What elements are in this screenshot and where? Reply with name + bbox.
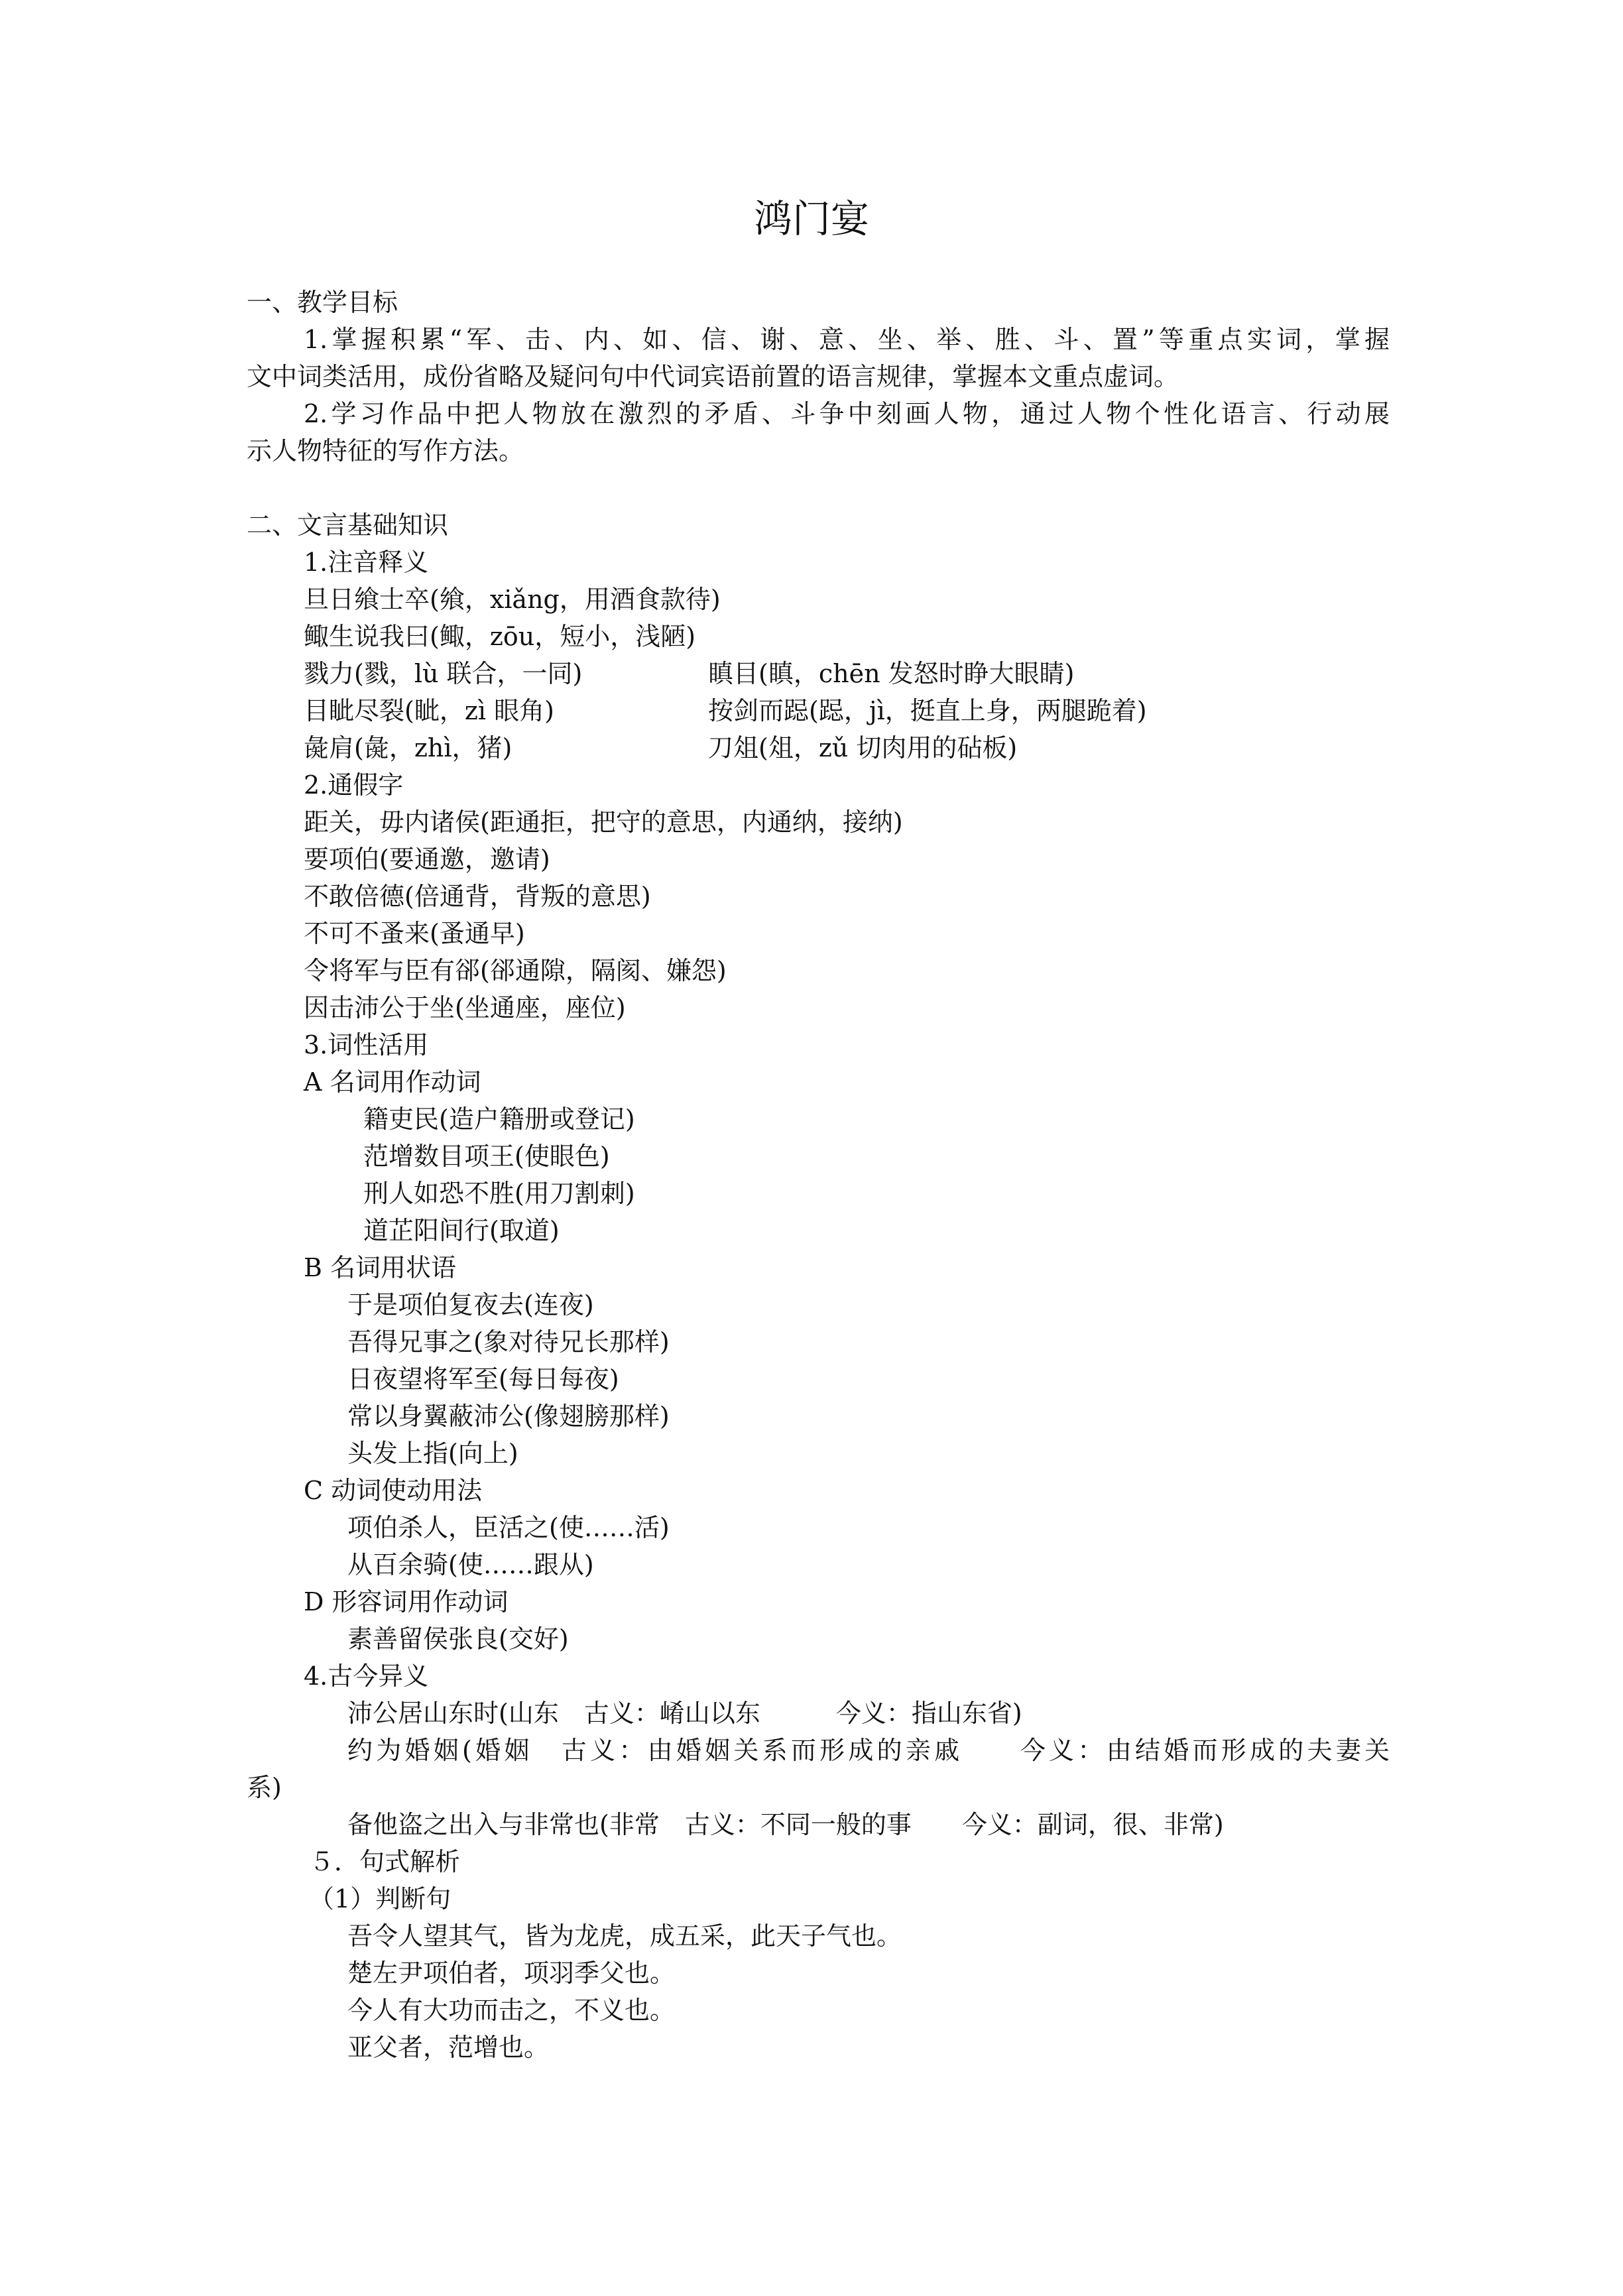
list-item: 范增数目项王(使眼色)	[363, 1142, 610, 1171]
page-title: 鸿门宴	[753, 196, 869, 241]
sub-heading-word-class-usage: 3.词性活用	[304, 1030, 429, 1059]
list-item: 项伯杀人，臣活之(使……活)	[347, 1513, 670, 1542]
list-item: 令将军与臣有郤(郤通隙，隔阂、嫌怨)	[304, 956, 727, 985]
list-item: 要项伯(要通邀，邀请)	[304, 845, 550, 874]
list-item: 吾令人望其气，皆为龙虎，成五采，此天子气也。	[347, 1921, 902, 1951]
list-item: 从百余骑(使……跟从)	[347, 1550, 594, 1579]
list-item: 刑人如恐不胜(用刀割刺)	[363, 1179, 635, 1208]
category-heading-b: B 名词用状语	[304, 1253, 457, 1282]
list-item: 因击沛公于坐(坐通座，座位)	[304, 993, 626, 1022]
list-item: 约为婚姻(婚姻 古义：由婚姻关系而形成的亲戚 今义：由结婚而形成的夫妻关	[347, 1736, 1390, 1765]
list-item: 不敢倍德(倍通背，背叛的意思)	[304, 882, 651, 911]
sub-sub-heading-judgment-sentences: （1）判断句	[309, 1884, 451, 1913]
list-item: 吾得兄事之(象对待兄长那样)	[347, 1327, 670, 1357]
pronunciation-item: 旦日飨士卒(飨，xiǎng，用酒食款待)	[304, 585, 721, 614]
list-item: 距关，毋内诸侯(距通拒，把守的意思，内通纳，接纳)	[304, 808, 903, 837]
category-heading-a: A 名词用作动词	[304, 1067, 481, 1097]
pronunciation-item: 刀俎(俎，zǔ 切肉用的砧板)	[708, 733, 1018, 762]
sub-heading-interchangeable-characters: 2.通假字	[304, 770, 404, 800]
list-item: 今人有大功而击之，不义也。	[347, 1996, 676, 2025]
list-item: 楚左尹项伯者，项羽季父也。	[347, 1959, 676, 1988]
goal-2-line-2: 示人物特征的写作方法。	[247, 436, 524, 465]
category-heading-c: C 动词使动用法	[304, 1476, 483, 1505]
list-item: 道芷阳间行(取道)	[363, 1216, 560, 1245]
sub-heading-pronunciation: 1.注音释义	[304, 548, 429, 577]
list-item: 素善留侯张良(交好)	[347, 1624, 569, 1654]
pronunciation-item: 鲰生说我曰(鲰，zōu，短小，浅陋)	[304, 622, 696, 651]
section-heading-teaching-goals: 一、教学目标	[247, 288, 398, 317]
pronunciation-item: 目眦尽裂(眦，zì 眼角)	[304, 696, 554, 725]
list-item-continuation: 系)	[247, 1773, 282, 1802]
category-heading-d: D 形容词用作动词	[304, 1587, 509, 1616]
list-item: 亚父者，范增也。	[347, 2033, 550, 2062]
list-item: 不可不蚤来(蚤通早)	[304, 919, 525, 948]
pronunciation-item: 按剑而跽(跽，jì，挺直上身，两腿跪着)	[708, 696, 1147, 725]
pronunciation-item: 彘肩(彘，zhì，猪)	[304, 733, 512, 762]
list-item: 籍吏民(造户籍册或登记)	[363, 1105, 635, 1134]
list-item: 备他盗之出入与非常也(非常 古义：不同一般的事 今义：副词，很、非常)	[347, 1810, 1224, 1839]
list-item: 头发上指(向上)	[347, 1439, 518, 1468]
sub-heading-sentence-patterns: ５．句式解析	[309, 1847, 461, 1876]
list-item: 于是项伯复夜去(连夜)	[347, 1290, 594, 1319]
pronunciation-item: 瞋目(瞋，chēn 发怒时睁大眼睛)	[708, 659, 1075, 688]
goal-1-line-2: 文中词类活用，成份省略及疑问句中代词宾语前置的语言规律，掌握本文重点虚词。	[247, 362, 1179, 391]
list-item: 常以身翼蔽沛公(像翅膀那样)	[347, 1402, 670, 1431]
goal-2-line-1: 2.学习作品中把人物放在激烈的矛盾、斗争中刻画人物，通过人物个性化语言、行动展	[304, 399, 1390, 428]
section-heading-classical-basics: 二、文言基础知识	[247, 511, 449, 540]
pronunciation-item: 戮力(戮，lù 联合，一同)	[304, 659, 583, 688]
list-item: 日夜望将军至(每日每夜)	[347, 1364, 619, 1394]
sub-heading-ancient-modern-meanings: 4.古今异义	[304, 1662, 429, 1691]
list-item: 沛公居山东时(山东 古义：崤山以东 今义：指山东省)	[347, 1699, 1022, 1728]
goal-1-line-1: 1.掌握积累“军、击、内、如、信、谢、意、坐、举、胜、斗、置”等重点实词，掌握	[304, 325, 1390, 354]
